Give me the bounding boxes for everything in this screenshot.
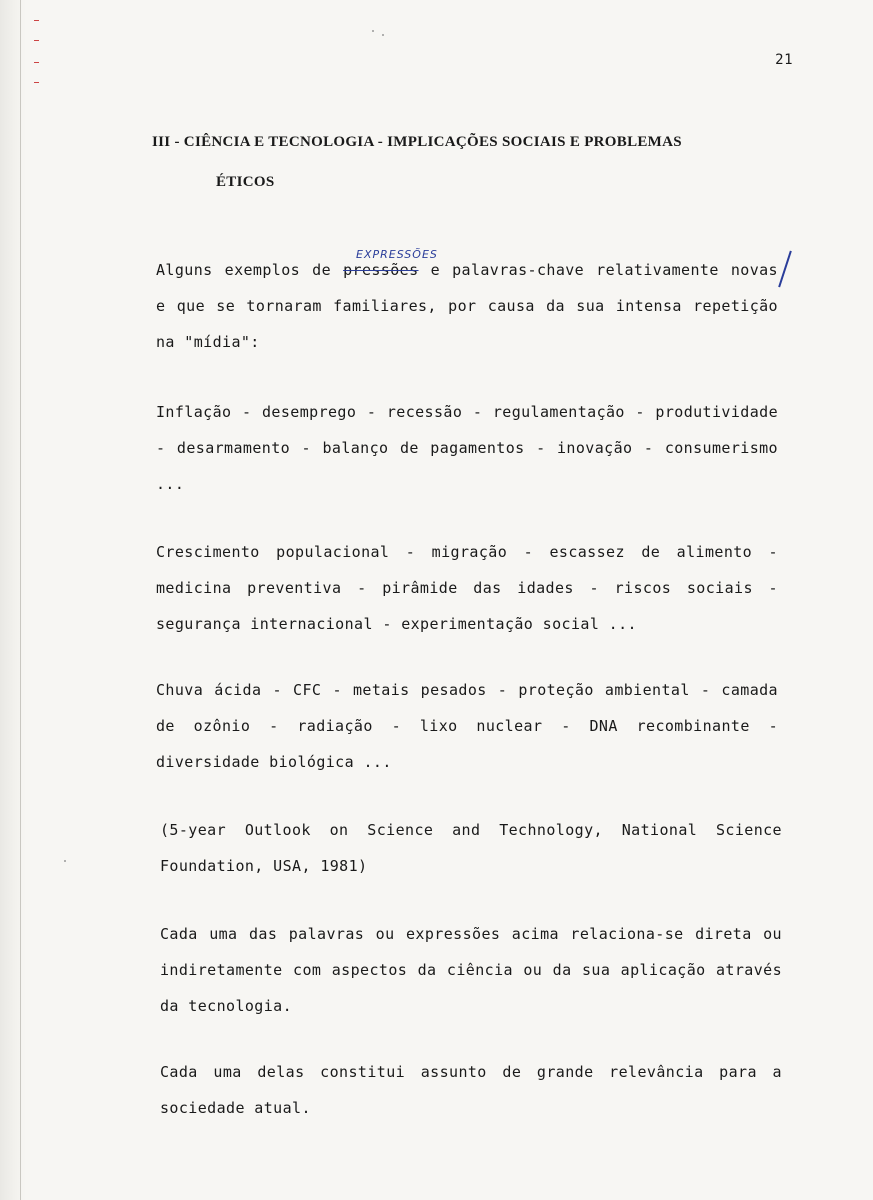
handwritten-correction: EXPRESSÕES (356, 248, 438, 261)
section-heading (152, 122, 792, 202)
keyword-group-economy: Inflação - desemprego - recessão - regulamentação - produtividade - desarmamento - balanço de pagamentos - inovação - consumerismo ... (156, 403, 778, 493)
closing-paragraph-2: Cada uma delas constitui assunto de grande relevância para a sociedade atual. (160, 1063, 782, 1117)
binder-line (20, 0, 21, 1200)
scan-speck (372, 30, 374, 32)
source-citation: (5-year Outlook on Science and Technology, National Science Foundation, USA, 1981) (160, 821, 782, 875)
binder-edge (0, 0, 26, 1200)
handwritten-slash-mark (778, 251, 792, 288)
page-number: 21 (775, 52, 793, 68)
section-heading-line1: III - CIÊNCIA E TECNOLOGIA - IMPLICAÇÕES SOCIAIS E PROBLEMAS (152, 134, 682, 150)
scan-speck (64, 860, 66, 862)
keyword-group-population: Crescimento populacional - migração - escassez de alimento - medicina preventiva - pirâmide das idades - riscos sociais - segurança internacional - experimentação social ... (156, 543, 778, 633)
intro-text-before: Alguns exemplos de (156, 261, 344, 279)
struck-word: pressões (343, 261, 419, 279)
intro-paragraph (156, 252, 778, 360)
intro-text-after: e palavras-chave relativamente novas e que se tornaram familiares, por causa da sua intensa repetição na "mídia": (156, 261, 778, 351)
section-heading-line2: ÉTICOS (216, 174, 275, 190)
margin-marks (34, 18, 50, 98)
keyword-group-environment: Chuva ácida - CFC - metais pesados - proteção ambiental - camada de ozônio - radiação - lixo nuclear - DNA recombinante - diversidade biológica ... (156, 681, 778, 771)
closing-paragraph-1: Cada uma das palavras ou expressões acima relaciona-se direta ou indiretamente com aspectos da ciência ou da sua aplicação através da tecnologia. (160, 925, 782, 1015)
scan-speck (382, 34, 384, 36)
